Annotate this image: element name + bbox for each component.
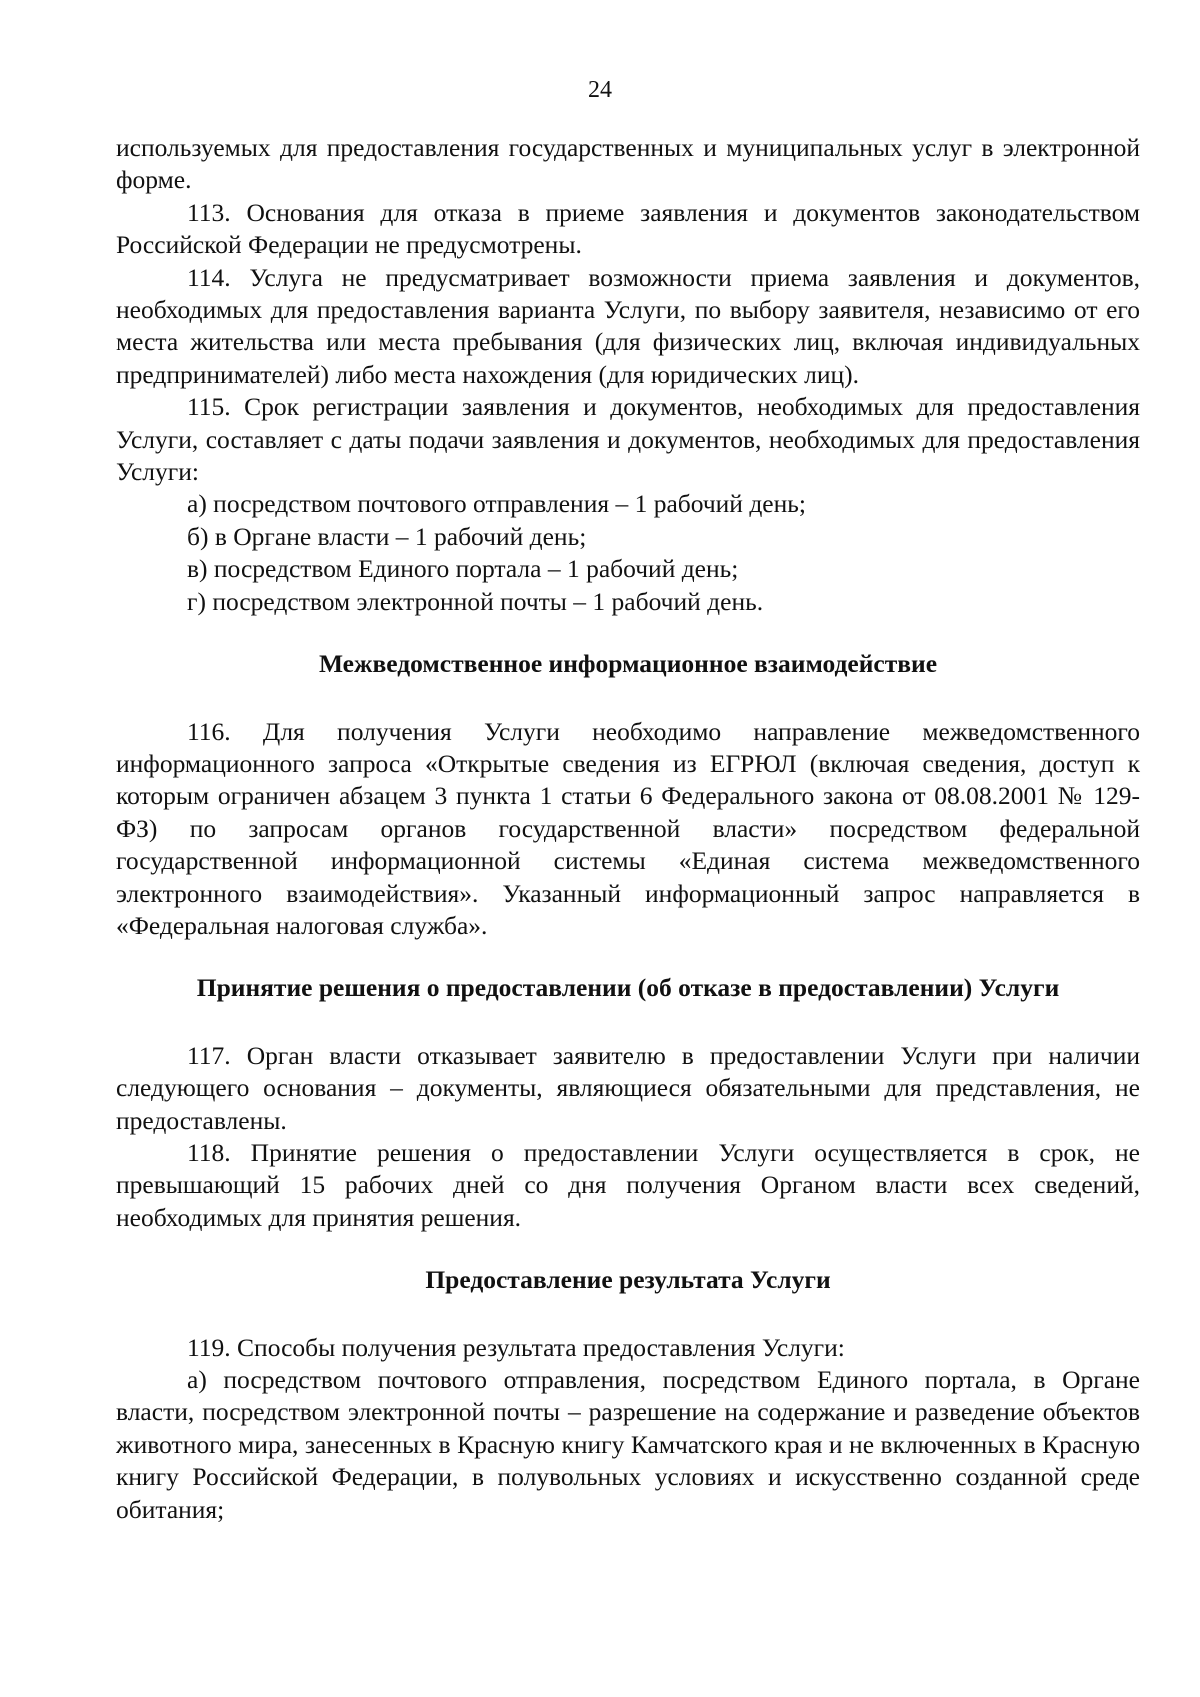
paragraph-117: 117. Орган власти отказывает заявителю в предоставлении Услуги при наличии следующего основания – документы, являющиеся обязательными для представления, не предоставлены.	[116, 1040, 1140, 1135]
document-body	[116, 132, 1140, 1526]
page-number: 24	[588, 77, 612, 103]
paragraph-115: 115. Срок регистрации заявления и документов, необходимых для предоставления Услуги, составляет с даты подачи заявления и документов, необходимых для предоставления Услуги:	[116, 392, 1140, 487]
list-item-119-a: а) посредством почтового отправления, посредством Единого портала, в Органе власти, посредством электронной почты – разрешение на содержание и разведение объектов животного мира, занесенных в Красную книгу Камчатского края и не включенных в Красную книгу Российской Федерации, в полувольных условиях и искусственно созданной среде обитания;	[116, 1365, 1140, 1524]
paragraph-116: 116. Для получения Услуги необходимо направление межведомственного информационного запроса «Открытые сведения из ЕГРЮЛ (включая сведения, доступ к которым ограничен абзацем 3 пункта 1 статьи 6 Федерального закона от 08.08.2001 № 129-ФЗ) по запросам органов государственной власти» посредством федеральной государственной информационной системы «Единая система межведомственного электронного взаимодействия». Указанный информационный запрос направляется в «Федеральная налоговая служба».	[116, 716, 1140, 940]
list-item-115-a: а) посредством почтового отправления – 1 рабочий день;	[187, 489, 806, 519]
list-item-115-c: в) посредством Единого портала – 1 рабочий день;	[187, 554, 739, 584]
list-item-115-d: г) посредством электронной почты – 1 рабочий день.	[187, 586, 764, 616]
list-item-115-b: б) в Органе власти – 1 рабочий день;	[187, 521, 587, 551]
paragraph-113: 113. Основания для отказа в приеме заявления и документов законодательством Российской Федерации не предусмотрены.	[116, 197, 1140, 260]
paragraph-118: 118. Принятие решения о предоставлении Услуги осуществляется в срок, не превышающий 15 рабочих дней со дня получения Органом власти всех сведений, необходимых для принятия решения.	[116, 1137, 1140, 1232]
section-heading-interagency: Межведомственное информационное взаимодействие	[318, 649, 938, 679]
paragraph-114: 114. Услуга не предусматривает возможности приема заявления и документов, необходимых для предоставления варианта Услуги, по выбору заявителя, независимо от его места жительства или места пребывания (для физических лиц, включая индивидуальных предпринимателей) либо места нахождения (для юридических лиц).	[116, 262, 1140, 389]
section-heading-decision: Принятие решения о предоставлении (об отказе в предоставлении) Услуги	[196, 973, 1060, 1003]
section-heading-result: Предоставление результата Услуги	[425, 1265, 831, 1295]
paragraph-continuation: используемых для предоставления государственных и муниципальных услуг в электронной форме.	[116, 133, 1140, 195]
paragraph-119: 119. Способы получения результата предоставления Услуги:	[187, 1332, 845, 1362]
